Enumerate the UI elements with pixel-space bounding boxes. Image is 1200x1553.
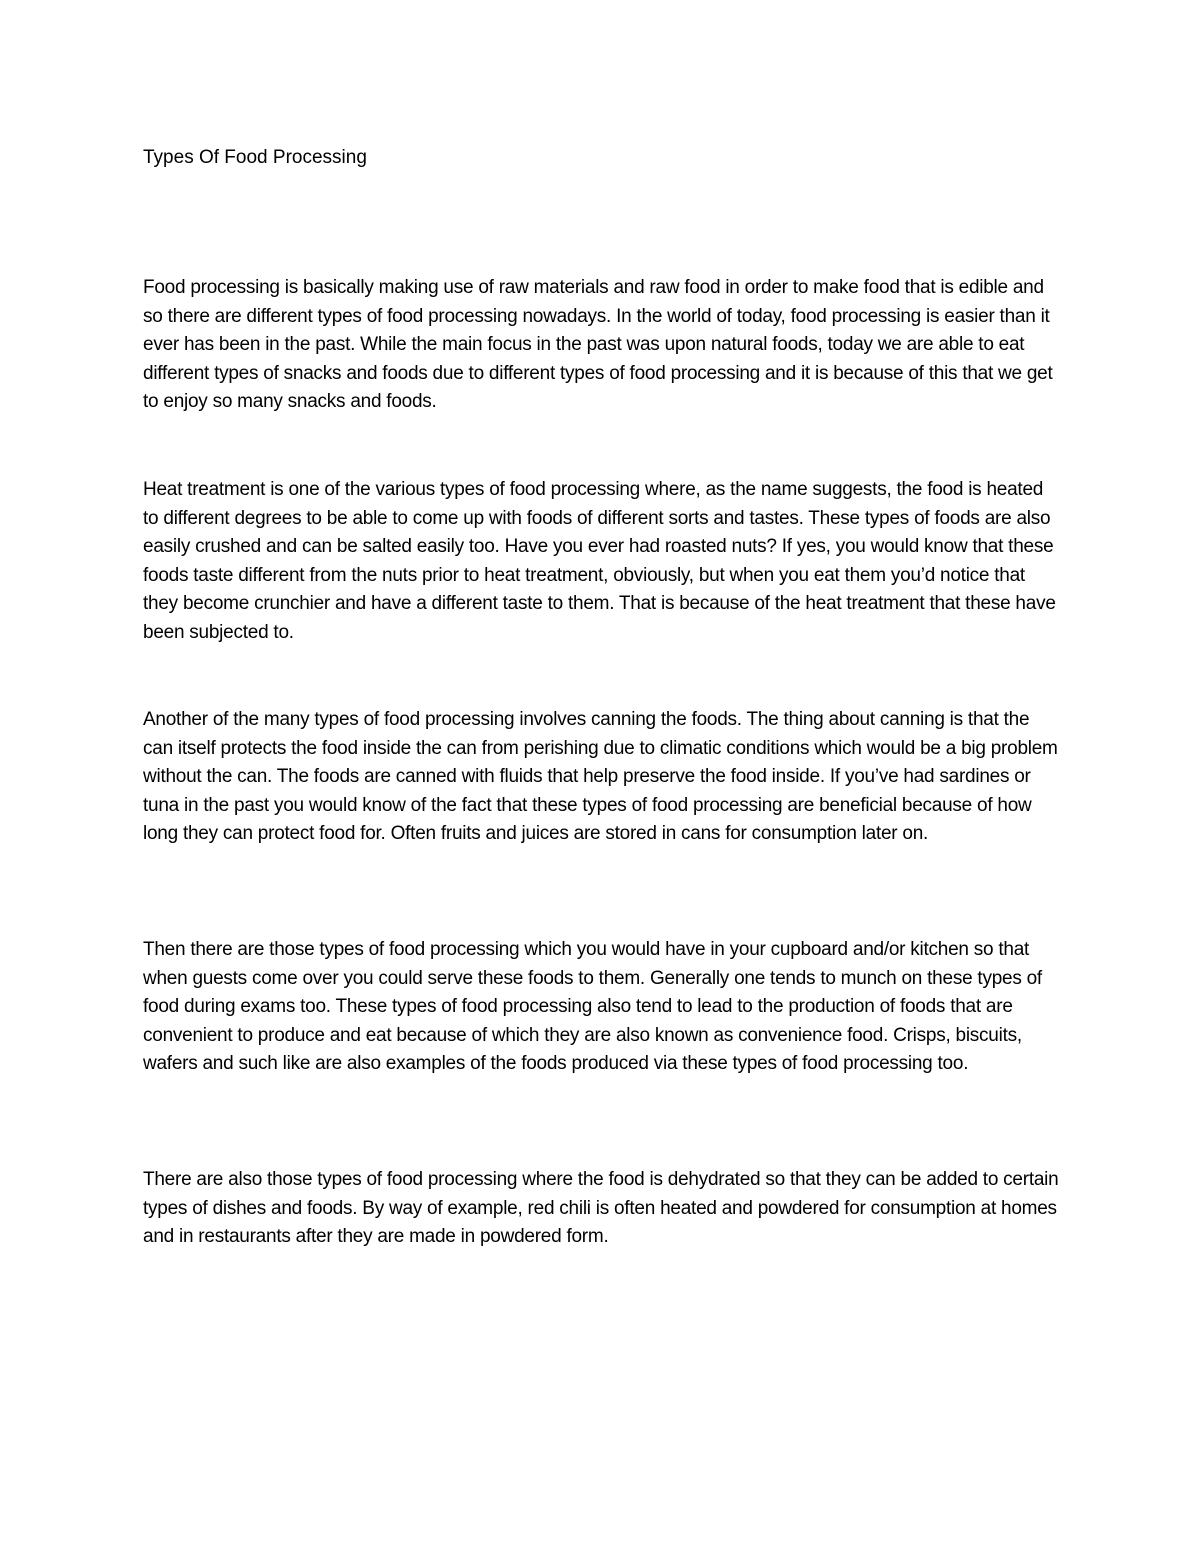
paragraph-dehydration: There are also those types of food processing where the food is dehydrated so that they can be added to certain types of dishes and foods. By way of example, red chili is often heated and powdered for consumption at homes and in restaurants after they are made in powdered form.: [143, 1169, 1059, 1248]
paragraph-heat-treatment: Heat treatment is one of the various types of food processing where, as the name suggests, the food is heated to different degrees to be able to come up with foods of different sorts and tastes. These types of foods are also easily crushed and can be salted easily too. Have you ever had roasted nuts? If yes, you would know that these foods taste different from the nuts prior to heat treatment, obviously, but when you eat them you’d notice that they become crunchier and have a different taste to them. That is because of the heat treatment that these have been subjected to.: [143, 479, 1056, 643]
paragraph-intro: Food processing is basically making use of raw materials and raw food in order to make food that is edible and so there are different types of food processing nowadays. In the world of today, food processing is easier than it ever has been in the past. While the main focus in the past was upon natural foods, today we are able to eat different types of snacks and foods due to different types of food processing and it is because of this that we get to enjoy so many snacks and foods.: [143, 277, 1053, 413]
paragraph-canning: Another of the many types of food processing involves canning the foods. The thing about canning is that the can itself protects the food inside the can from perishing due to climatic conditions which would be a big problem without the can. The foods are canned with fluids that help preserve the food inside. If you’ve had sardines or tuna in the past you would know of the fact that these types of food processing are beneficial because of how long they can protect food for. Often fruits and juices are stored in cans for consumption later on.: [143, 709, 1058, 845]
document-title: Types Of Food Processing: [143, 147, 367, 168]
paragraph-convenience-food: Then there are those types of food processing which you would have in your cupboard and/or kitchen so that when guests come over you could serve these foods to them. Generally one tends to munch on these types of food during exams too. These types of food processing also tend to lead to the production of foods that are convenient to produce and eat because of which they are also known as convenience food. Crisps, biscuits, wafers and such like are also examples of the foods produced via these types of food processing too.: [143, 939, 1042, 1075]
